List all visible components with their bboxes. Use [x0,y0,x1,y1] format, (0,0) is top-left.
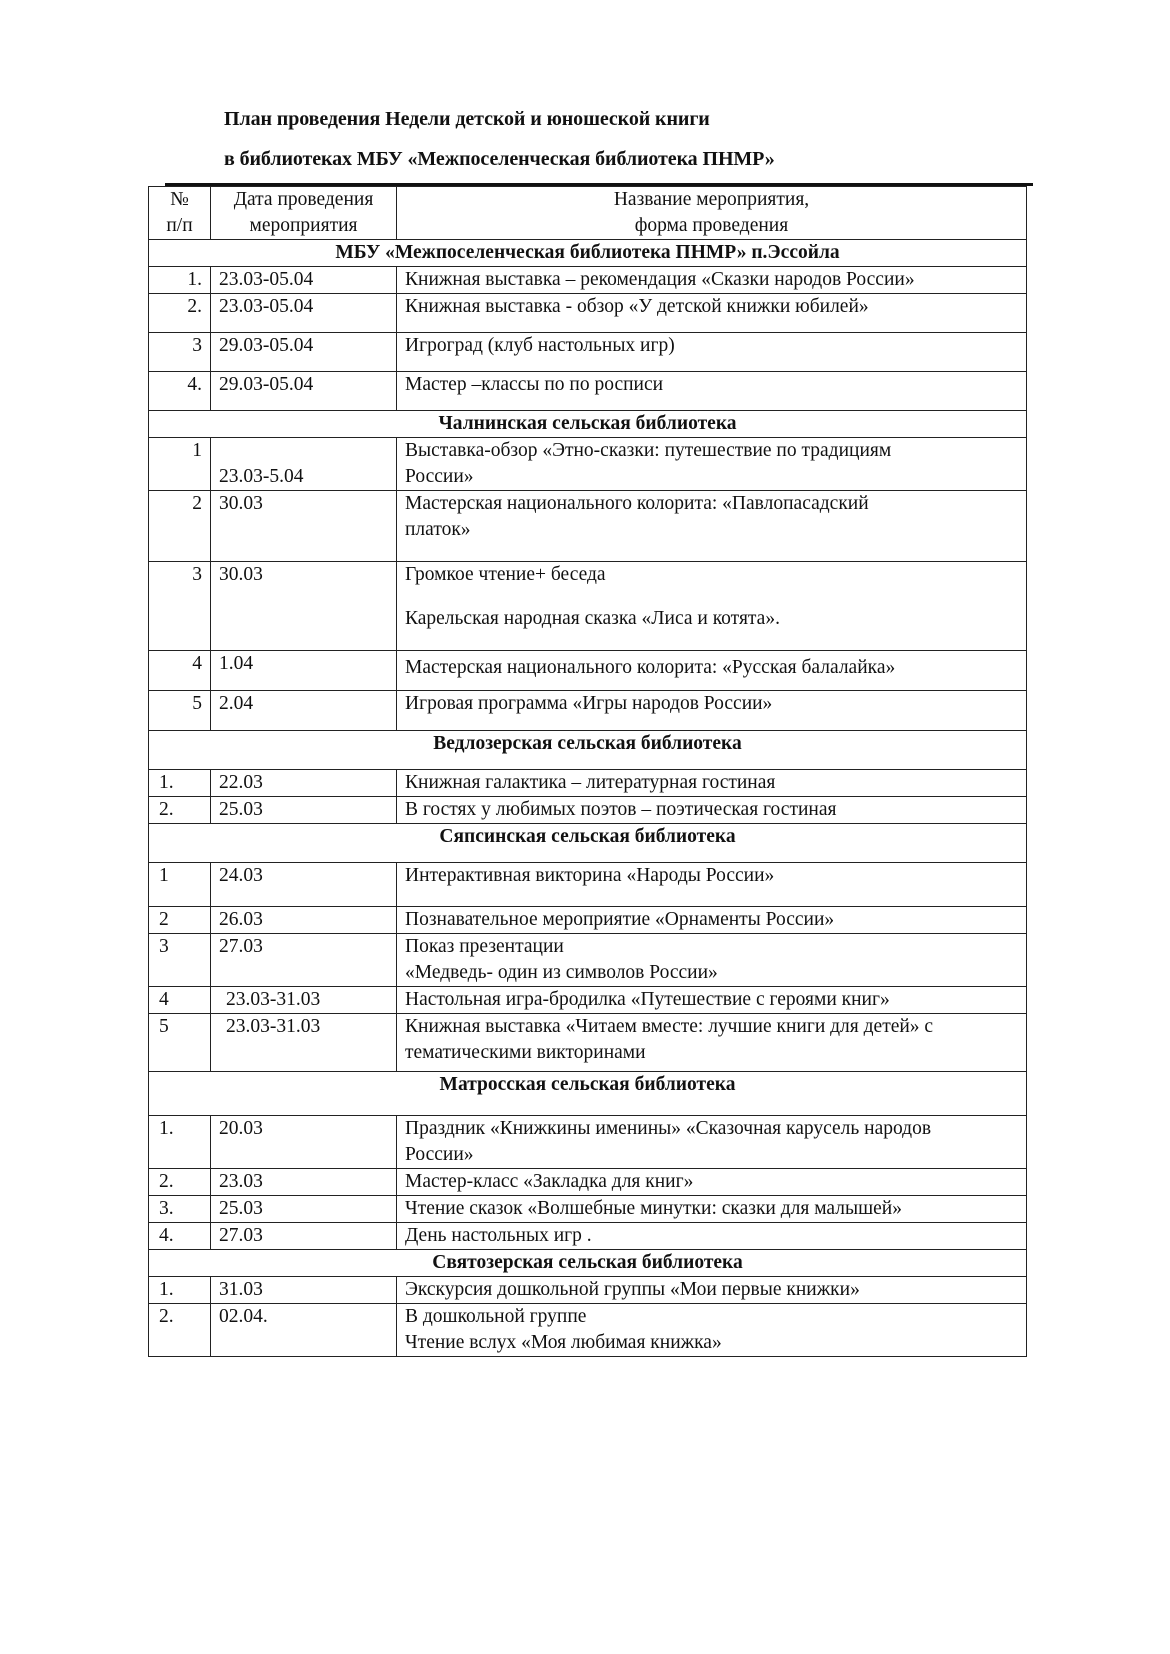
row-date: 27.03 [211,934,397,987]
row-date: 1.04 [211,651,397,691]
row-date: 22.03 [211,770,397,797]
table-row [149,651,1027,691]
section-title: МБУ «Межпоселенческая библиотека ПНМР» п.Эссойла [149,240,1027,267]
table-row [149,294,1027,333]
row-num: 3 [149,934,211,987]
row-date: 23.03 [211,1169,397,1196]
row-date: 30.03 [211,562,397,651]
table-row [149,934,1027,987]
table-row [149,372,1027,411]
table-row [149,1116,1027,1169]
row-date: 27.03 [211,1223,397,1250]
row-name: Книжная выставка – рекомендация «Сказки народов России» [397,267,1027,294]
table-row [149,797,1027,824]
row-name: Книжная выставка «Читаем вместе: лучшие книги для детей» с тематическими викторинами [397,1014,1027,1072]
section-header-row [149,411,1027,438]
table-row [149,863,1027,907]
header-name: Название мероприятия, форма проведения [397,187,1027,240]
row-name: День настольных игр . [397,1223,1027,1250]
section-title: Ведлозерская сельская библиотека [149,731,1027,770]
row-num: 2 [149,907,211,934]
header-date: Дата проведения мероприятия [211,187,397,240]
row-num: 1. [149,770,211,797]
row-date: 20.03 [211,1116,397,1169]
row-name: Интерактивная викторина «Народы России» [397,863,1027,907]
row-name: Познавательное мероприятие «Орнаменты России» [397,907,1027,934]
section-header-row [149,1250,1027,1277]
row-date: 25.03 [211,797,397,824]
row-date: 2.04 [211,691,397,731]
row-date: 25.03 [211,1196,397,1223]
header-num: № п/п [149,187,211,240]
table-row [149,1196,1027,1223]
row-num: 1. [149,1116,211,1169]
row-name: Показ презентации «Медведь- один из символов России» [397,934,1027,987]
section-header-row [149,824,1027,863]
section-header-row [149,731,1027,770]
table-row [149,562,1027,651]
row-date: 23.03-05.04 [211,267,397,294]
row-num: 1. [149,1277,211,1304]
table-row [149,333,1027,372]
table-row [149,1277,1027,1304]
row-name: В гостях у любимых поэтов – поэтическая гостиная [397,797,1027,824]
row-date: 23.03-31.03 [211,987,397,1014]
row-num: 3 [149,333,211,372]
table-row [149,1304,1027,1357]
row-num: 1 [149,863,211,907]
table-row [149,438,1027,491]
row-date: 26.03 [211,907,397,934]
row-date: 02.04. [211,1304,397,1357]
table-row [149,1014,1027,1072]
row-name: Настольная игра-бродилка «Путешествие с героями книг» [397,987,1027,1014]
table-row [149,267,1027,294]
row-name: Мастерская национального колорита: «Павлопасадский платок» [397,491,1027,562]
table-row [149,907,1027,934]
row-num: 2. [149,1304,211,1357]
row-num: 1 [149,438,211,491]
section-header-row [149,1072,1027,1116]
table-row [149,770,1027,797]
row-num: 2. [149,294,211,333]
row-num: 4 [149,987,211,1014]
table-row [149,1223,1027,1250]
row-num: 1. [149,267,211,294]
document-title-line1: План проведения Недели детской и юношеской книги [224,108,710,130]
row-date: 31.03 [211,1277,397,1304]
section-title: Святозерская сельская библиотека [149,1250,1027,1277]
row-date: 29.03-05.04 [211,372,397,411]
section-title: Матросская сельская библиотека [149,1072,1027,1116]
row-num: 3 [149,562,211,651]
section-title: Чалнинская сельская библиотека [149,411,1027,438]
section-title: Сяпсинская сельская библиотека [149,824,1027,863]
table-row [149,691,1027,731]
row-name: Выставка-обзор «Этно-сказки: путешествие по традициям России» [397,438,1027,491]
section-header-row [149,240,1027,267]
row-date: 23.03-05.04 [211,294,397,333]
row-name: Праздник «Книжкины именины» «Сказочная карусель народов России» [397,1116,1027,1169]
row-num: 5 [149,691,211,731]
row-name: Книжная галактика – литературная гостиная [397,770,1027,797]
row-name: Мастер-класс «Закладка для книг» [397,1169,1027,1196]
row-name: Экскурсия дошкольной группы «Мои первые книжки» [397,1277,1027,1304]
table-row [149,987,1027,1014]
document-title-line2: в библиотеках МБУ «Межпоселенческая библиотека ПНМР» [224,148,775,170]
events-table [148,186,1027,1357]
row-name: Книжная выставка - обзор «У детской книжки юбилей» [397,294,1027,333]
row-name: Громкое чтение+ беседа Карельская народная сказка «Лиса и котята». [397,562,1027,651]
row-date: 30.03 [211,491,397,562]
row-num: 2. [149,1169,211,1196]
row-num: 4. [149,372,211,411]
row-num: 2 [149,491,211,562]
row-num: 4 [149,651,211,691]
row-name: Игровая программа «Игры народов России» [397,691,1027,731]
row-date: 24.03 [211,863,397,907]
row-date: 29.03-05.04 [211,333,397,372]
table-header-row [149,187,1027,240]
row-num: 4. [149,1223,211,1250]
row-name: Игроград (клуб настольных игр) [397,333,1027,372]
row-name: Мастерская национального колорита: «Русская балалайка» [397,651,1027,691]
row-date: 23.03-31.03 [211,1014,397,1072]
row-num: 5 [149,1014,211,1072]
row-date: 23.03-5.04 [211,438,397,491]
row-name: Мастер –классы по по росписи [397,372,1027,411]
row-num: 3. [149,1196,211,1223]
row-name: В дошкольной группе Чтение вслух «Моя любимая книжка» [397,1304,1027,1357]
table-row [149,1169,1027,1196]
row-num: 2. [149,797,211,824]
row-name: Чтение сказок «Волшебные минутки: сказки для малышей» [397,1196,1027,1223]
table-row [149,491,1027,562]
